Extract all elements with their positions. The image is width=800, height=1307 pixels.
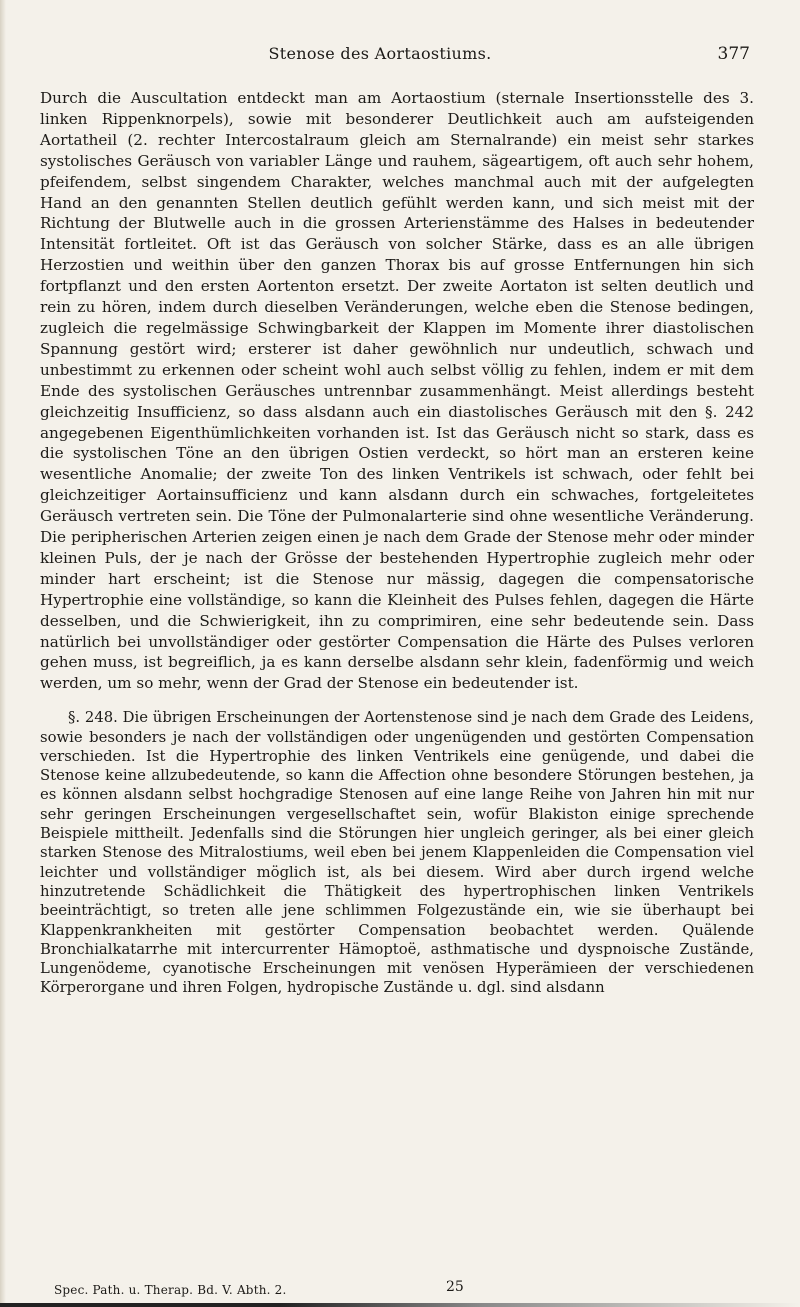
page-gutter-shadow bbox=[0, 0, 6, 1307]
signature-note: Spec. Path. u. Therap. Bd. V. Abth. 2. bbox=[54, 1283, 287, 1297]
paragraph-auscultation: Durch die Auscultation entdeckt man am Aortaostium (sternale Insertionsstelle des 3. linken Rippenknorpels), sowie mit besonderer Deutlichkeit auch am aufsteigenden Aortatheil (2. rechter Intercostalraum gleich am Sternalrande) ein meist sehr starkes systolisches Geräusch von variabler Länge und rauhem, sägeartigem, oft auch sehr hohem, pfeifendem, selbst singendem Charakter, welches manchmal auch mit der aufgelegten Hand an den genannten Stellen deutlich gefühlt werden kann, und sich meist mit der Richtung der Blutwelle auch in die grossen Arterienstämme des Halses in bedeutender Intensität fortleitet. Oft ist das Geräusch von solcher Stärke, dass es an alle übrigen Herzostien und weithin über den ganzen Thorax bis auf grosse Entfernungen hin sich fortpflanzt und den ersten Aortenton ersetzt. Der zweite Aortaton ist selten deutlich und rein zu hören, indem durch dieselben Veränderungen, welche eben die Stenose bedingen, zugleich die regelmässige Schwingbarkeit der Klappen im Momente ihrer diastolischen Spannung gestört wird; ersterer ist daher gewöhnlich nur undeutlich, schwach und unbestimmt zu erkennen oder scheint wohl auch selbst völlig zu fehlen, indem er mit dem Ende des systolischen Geräusches untrennbar zusammenhängt. Meist allerdings besteht gleichzeitig Insufficienz, so dass alsdann auch ein diastolisches Geräusch mit den §. 242 angegebenen Eigenthümlichkeiten vorhanden ist. Ist das Geräusch nicht so stark, dass es die systolischen Töne an den übrigen Ostien verdeckt, so hört man an ersteren keine wesentliche Anomalie; der zweite Ton des linken Ventrikels ist schwach, oder fehlt bei gleichzeitiger Aortainsufficienz und kann alsdann durch ein schwaches, fortgeleitetes Geräusch vertreten sein. Die Töne der Pulmonalarterie sind ohne wesentliche Veränderung. Die peripherischen Arterien zeigen einen je nach dem Grade der Stenose mehr oder minder kleinen Puls, der je nach der Grösse der bestehenden Hypertrophie zugleich mehr oder minder hart erscheint; ist die Stenose nur mässig, dagegen die compensatorische Hypertrophie eine vollständige, so kann die Kleinheit des Pulses fehlen, dagegen die Härte desselben, und die Schwierigkeit, ihn zu comprimiren, eine sehr bedeutende sein. Dass natürlich bei unvollständiger oder gestörter Compensation die Härte des Pulses verloren gehen muss, ist begreiflich, ja es kann derselbe alsdann sehr klein, fadenförmig und weich werden, um so mehr, wenn der Grad der Stenose ein bedeutender ist. bbox=[40, 89, 754, 693]
signature-mark: 25 bbox=[446, 1279, 464, 1295]
scan-edge bbox=[0, 1303, 800, 1307]
paragraph-section-248: §. 248. Die übrigen Erscheinungen der Aortenstenose sind je nach dem Grade des Leidens, sowie besonders je nach der vollständigen oder ungenügenden und gestörten Compensation verschieden. Ist die Hypertrophie des linken Ventrikels eine genügende, und dabei die Stenose keine allzubedeutende, so kann die Affection ohne besondere Störungen bestehen, ja es können alsdann selbst hochgradige Stenosen auf eine lange Reihe von Jahren hin mit nur sehr geringen Erscheinungen vergesellschaftet sein, wofür Blakiston einige sprechende Beispiele mittheilt. Jedenfalls sind die Störungen hier ungleich geringer, als bei einer gleich starken Stenose des Mitralostiums, weil eben bei jenem Klappenleiden die Compensation viel leichter und vollständiger möglich ist, als bei diesem. Wird aber durch irgend welche hinzutretende Schädlichkeit die Thätigkeit des hypertrophischen linken Ventrikels beeinträchtigt, so treten alle jene schlimmen Folgezustände ein, wie sie überhaupt bei Klappenkrankheiten mit gestörter Compensation beobachtet werden. Quälende Bronchialkatarrhe mit intercurrenter Hämoptoë, asthmatische und dyspnoische Zustände, Lungenödeme, cyanotische Erscheinungen mit venösen Hyperämieen der verschiedenen Körperorgane und ihren Folgen, hydropische Zustände u. dgl. sind alsdann bbox=[40, 709, 754, 997]
body-text bbox=[40, 88, 754, 998]
page-header bbox=[0, 44, 800, 74]
running-title: Stenose des Aortaostiums. bbox=[268, 44, 492, 63]
page-footer bbox=[40, 1279, 754, 1303]
page-number: 377 bbox=[717, 44, 750, 64]
